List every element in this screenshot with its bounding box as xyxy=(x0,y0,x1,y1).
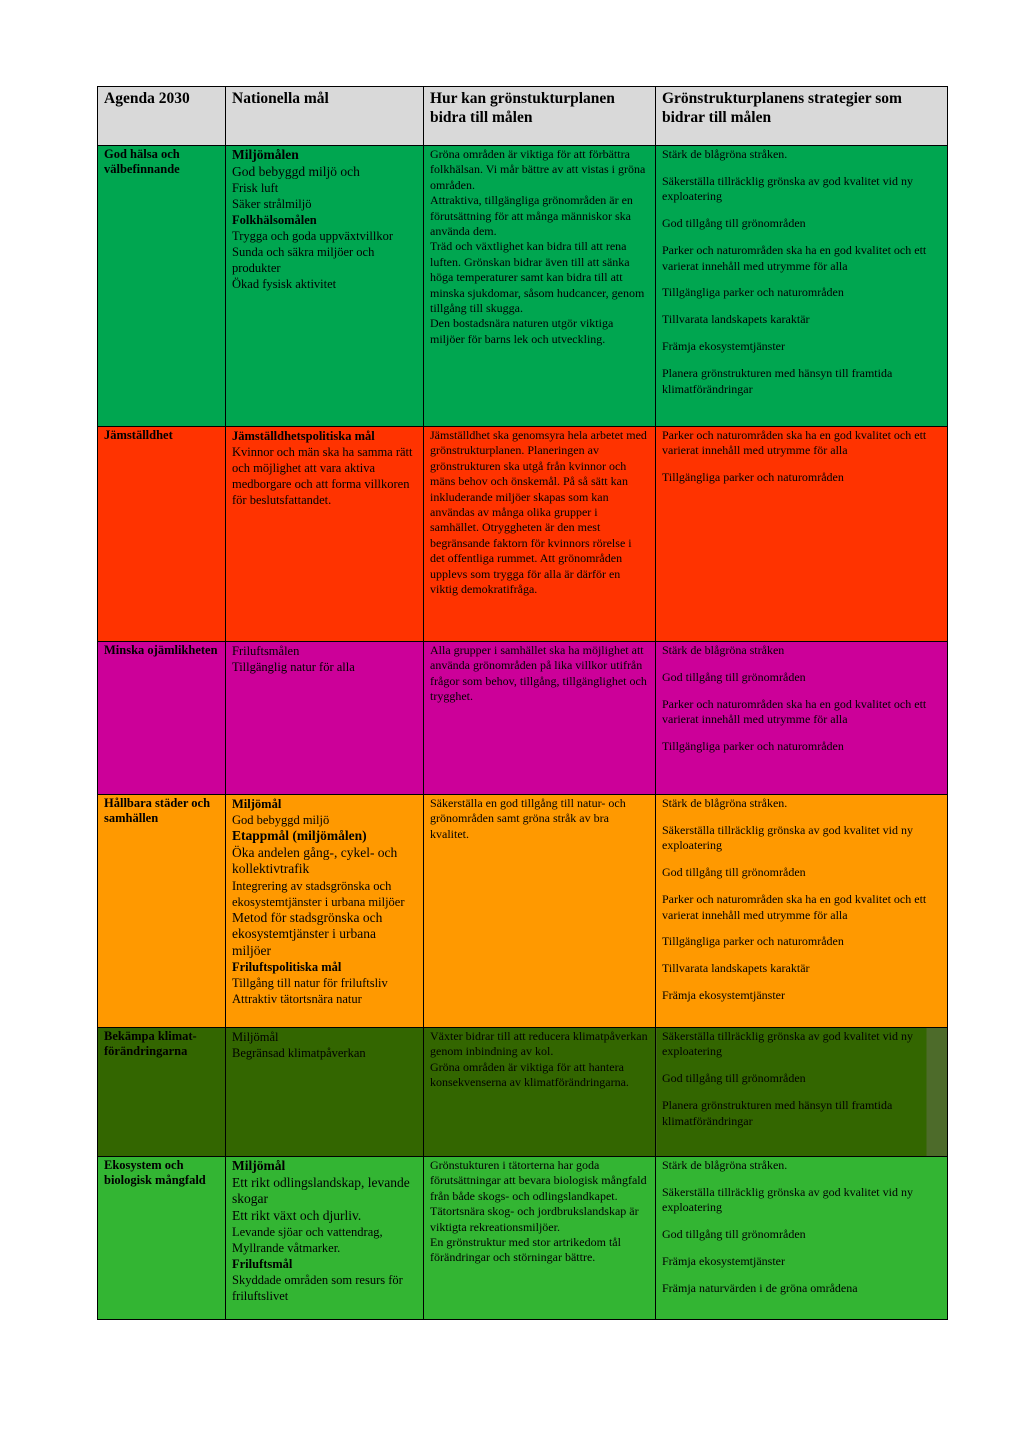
strategy-item: Stärk de blågröna stråken. xyxy=(662,796,788,810)
contribution-cell xyxy=(424,795,656,1028)
contribution-paragraph: Alla grupper i samhället ska ha möjlighet att använda grönområden på lika villkor utifrån frågor som behov, tillgång, tillgänglighet och trygghet. xyxy=(430,643,647,704)
strategy-item: Säkerställa tillräcklig grönska av god kvalitet vid ny exploatering xyxy=(662,173,913,204)
contribution-paragraph: Växter bidrar till att reducera klimatpåverkan genom inbindning av kol. xyxy=(430,1029,648,1059)
strategy-item: Säkerställa tillräcklig grönska av god kvalitet vid ny exploatering xyxy=(662,822,913,853)
contribution-paragraph: Gröna områden är viktiga för att hantera konsekvenserna av klimatförändringarna. xyxy=(430,1059,629,1090)
agenda-goal-cell: Jämställdhet xyxy=(98,427,226,642)
strategies-cell xyxy=(656,427,948,642)
strategy-item: Stärk de blågröna stråken. xyxy=(662,147,788,161)
header-hur-kan-bidra: Hur kan grönstukturplanen bidra till målen xyxy=(424,87,656,146)
national-goal-item: Kvinnor och män ska ha samma rätt och möjlighet att vara aktiva medborgare och att forma villkoren för beslutsfattandet. xyxy=(232,445,413,507)
national-goal-item: Sunda och säkra miljöer och produkter xyxy=(232,245,375,275)
strategy-item: God tillgång till grönområden xyxy=(662,669,806,684)
national-goals-cell xyxy=(226,795,424,1028)
national-goal-item: Frisk luft xyxy=(232,181,279,195)
contribution-paragraph: En grönstruktur med stor artrikedom tål förändringar och störningar bättre. xyxy=(430,1235,621,1265)
contribution-paragraph: Den bostadsnära naturen utgör viktiga miljöer för barns lek och utveckling. xyxy=(430,316,614,346)
national-goals-cell xyxy=(226,1157,424,1320)
national-goal-heading: Jämställdhetspolitiska mål xyxy=(232,429,375,443)
contribution-paragraph: Attraktiva, tillgängliga grönområden är en förutsättning för att många människor ska använda dem. xyxy=(430,193,633,239)
strategies-cell xyxy=(656,1028,948,1157)
strategy-item: Parker och naturområden ska ha en god kvalitet och ett varierat innehåll med utrymme för alla xyxy=(662,696,927,727)
national-goal-item: Ett rikt växt och djurliv. xyxy=(232,1207,362,1223)
contribution-paragraph: Träd och växtlighet kan bidra till att rena luften. Grönskan bidrar även till att sänka höga temperaturer samt kan bidra till att minska sjukdomar, såsom hudcancer, genom tillgång till skugga. xyxy=(430,239,645,316)
strategy-item: Tillgängliga parker och naturområden xyxy=(662,934,844,949)
national-goal-heading: Etappmål (miljömålen) xyxy=(232,828,367,843)
national-goal-item: Säker strålmiljö xyxy=(232,197,312,211)
agenda-goal-cell: Ekosystem och biologisk mångfald xyxy=(98,1157,226,1320)
strategy-item: God tillgång till grönområden xyxy=(662,216,806,231)
national-goal-item: God bebyggd miljö och xyxy=(232,163,360,179)
strategy-item: Planera grönstrukturen med hänsyn till framtida klimatförändringar xyxy=(662,366,893,396)
strategy-item: Tillgängliga parker och naturområden xyxy=(662,470,844,485)
national-goal-item: Begränsad klimatpåverkan xyxy=(232,1046,366,1060)
header-nationella-mal: Nationella mål xyxy=(226,87,424,146)
agenda-goal-cell: Bekämpa klimat-förändringarna xyxy=(98,1028,226,1157)
table-row xyxy=(98,1028,948,1157)
strategy-item: God tillgång till grönområden xyxy=(662,1071,806,1086)
contribution-cell xyxy=(424,642,656,795)
national-goals-cell xyxy=(226,642,424,795)
contribution-paragraph: Grönstukturen i tätorterna har goda förutsättningar att bevara biologisk mångfald från både skogs- och odlingslandkapet. Tätortsnära skog- och jordbrukslandskap är viktigta rekreationsmiljöer. xyxy=(430,1158,647,1234)
agenda-goal-cell: Minska ojämlikheten xyxy=(98,642,226,795)
strategy-item: Parker och naturområden ska ha en god kvalitet och ett varierat innehåll med utrymme för alla xyxy=(662,243,927,273)
strategy-item: Stärk de blågröna stråken. xyxy=(662,1158,788,1172)
national-goal-item: Metod för stadsgrönska och ekosystemtjänster i urbana miljöer xyxy=(232,909,383,958)
national-goal-item: Ökad fysisk aktivitet xyxy=(232,277,337,291)
national-goal-item: Integrering av stadsgrönska och ekosystemtjänster i urbana miljöer xyxy=(232,878,405,909)
national-goal-item: Friluftsmålen xyxy=(232,644,300,658)
contribution-cell xyxy=(424,1157,656,1320)
table-row xyxy=(98,795,948,1028)
national-goal-item: God bebyggd miljö xyxy=(232,813,330,827)
strategies-cell xyxy=(656,1157,948,1320)
strategy-item: Tillvarata landskapets karaktär xyxy=(662,312,810,327)
header-strategier: Grönstrukturplanens strategier som bidrar till målen xyxy=(656,87,948,146)
strategy-item: Stärk de blågröna stråken xyxy=(662,643,785,657)
strategy-item: Tillgängliga parker och naturområden xyxy=(662,285,844,300)
contribution-paragraph: Säkerställa en god tillgång till natur- och grönområden samt gröna stråk av bra kvalitet. xyxy=(430,796,626,841)
strategy-item: Säkerställa tillräcklig grönska av god kvalitet vid ny exploatering xyxy=(662,1184,913,1215)
header-agenda-2030: Agenda 2030 xyxy=(98,87,226,146)
national-goal-heading: Miljömål xyxy=(232,797,282,811)
national-goals-cell xyxy=(226,1028,424,1157)
national-goal-heading: Friluftspolitiska mål xyxy=(232,960,342,974)
strategy-item: Främja ekosystemtjänster xyxy=(662,339,785,354)
strategy-item: Parker och naturområden ska ha en god kvalitet och ett varierat innehåll med utrymme för alla xyxy=(662,892,927,922)
strategy-item: Främja naturvärden i de gröna områdena xyxy=(662,1281,858,1296)
national-goal-item: Myllrande våtmarker. xyxy=(232,1241,341,1255)
national-goal-heading: Friluftsmål xyxy=(232,1257,293,1271)
strategies-cell xyxy=(656,795,948,1028)
header-row xyxy=(98,87,948,146)
national-goal-item: Tillgänglig natur för alla xyxy=(232,660,355,674)
strategies-cell xyxy=(656,146,948,427)
national-goal-item: Skyddade områden som resurs för friluftslivet xyxy=(232,1273,403,1303)
strategy-item: Tillgängliga parker och naturområden xyxy=(662,739,844,754)
national-goal-item: Ett rikt odlingslandskap, levande skogar xyxy=(232,1174,410,1206)
national-goal-item: Trygga och goda uppväxtvillkor xyxy=(232,229,393,243)
national-goal-heading: Folkhälsomålen xyxy=(232,213,317,227)
strategy-item: God tillgång till grönområden xyxy=(662,1227,806,1242)
table-row xyxy=(98,1157,948,1320)
table-row xyxy=(98,427,948,642)
strategy-item: Främja ekosystemtjänster xyxy=(662,988,785,1003)
contribution-cell xyxy=(424,1028,656,1157)
national-goal-heading: Miljömål xyxy=(232,1158,286,1173)
agenda-goal-cell: God hälsa och välbefinnande xyxy=(98,146,226,427)
national-goals-cell xyxy=(226,427,424,642)
strategies-cell xyxy=(656,642,948,795)
contribution-cell xyxy=(424,146,656,427)
national-goal-item: Öka andelen gång-, cykel- och kollektivtrafik xyxy=(232,844,398,876)
contribution-cell xyxy=(424,427,656,642)
strategy-item: Främja ekosystemtjänster xyxy=(662,1254,785,1269)
strategy-item: Säkerställa tillräcklig grönska av god kvalitet vid ny exploatering xyxy=(662,1029,913,1059)
table-row xyxy=(98,642,948,795)
national-goal-item: Miljömål xyxy=(232,1030,279,1044)
goals-table xyxy=(97,86,948,1320)
contribution-paragraph: Jämställdhet ska genomsyra hela arbetet med grönstrukturplanen. Planeringen av grönstrukturen ska utgå från kvinnor och mäns behov och önskemål. På så sätt kan inkluderande miljöer skapas som kan användas av många olika grupper i samhället. Otryggheten är den mest begränsande faktorn för kvinnors rörelse i det offentliga rummet. Att grönområden upplevs som trygga för alla är därför en viktig demokratifråga. xyxy=(430,428,647,597)
strategy-item: Parker och naturområden ska ha en god kvalitet och ett varierat innehåll med utrymme för alla xyxy=(662,428,927,458)
strategy-item: Tillvarata landskapets karaktär xyxy=(662,961,810,976)
national-goal-item: Levande sjöar och vattendrag, xyxy=(232,1225,383,1239)
agenda-goal-cell: Hållbara städer och samhällen xyxy=(98,795,226,1028)
national-goal-item: Attraktiv tätortsnära natur xyxy=(232,992,362,1006)
strategy-item: God tillgång till grönområden xyxy=(662,865,806,880)
table-row xyxy=(98,146,948,427)
national-goal-heading: Miljömålen xyxy=(232,147,299,162)
contribution-paragraph: Gröna områden är viktiga för att förbättra folkhälsan. Vi mår bättre av att vistas i gröna områden. xyxy=(430,147,646,192)
national-goal-item: Tillgång till natur för friluftsliv xyxy=(232,976,388,990)
strategy-item: Planera grönstrukturen med hänsyn till framtida klimatförändringar xyxy=(662,1098,893,1128)
national-goals-cell xyxy=(226,146,424,427)
